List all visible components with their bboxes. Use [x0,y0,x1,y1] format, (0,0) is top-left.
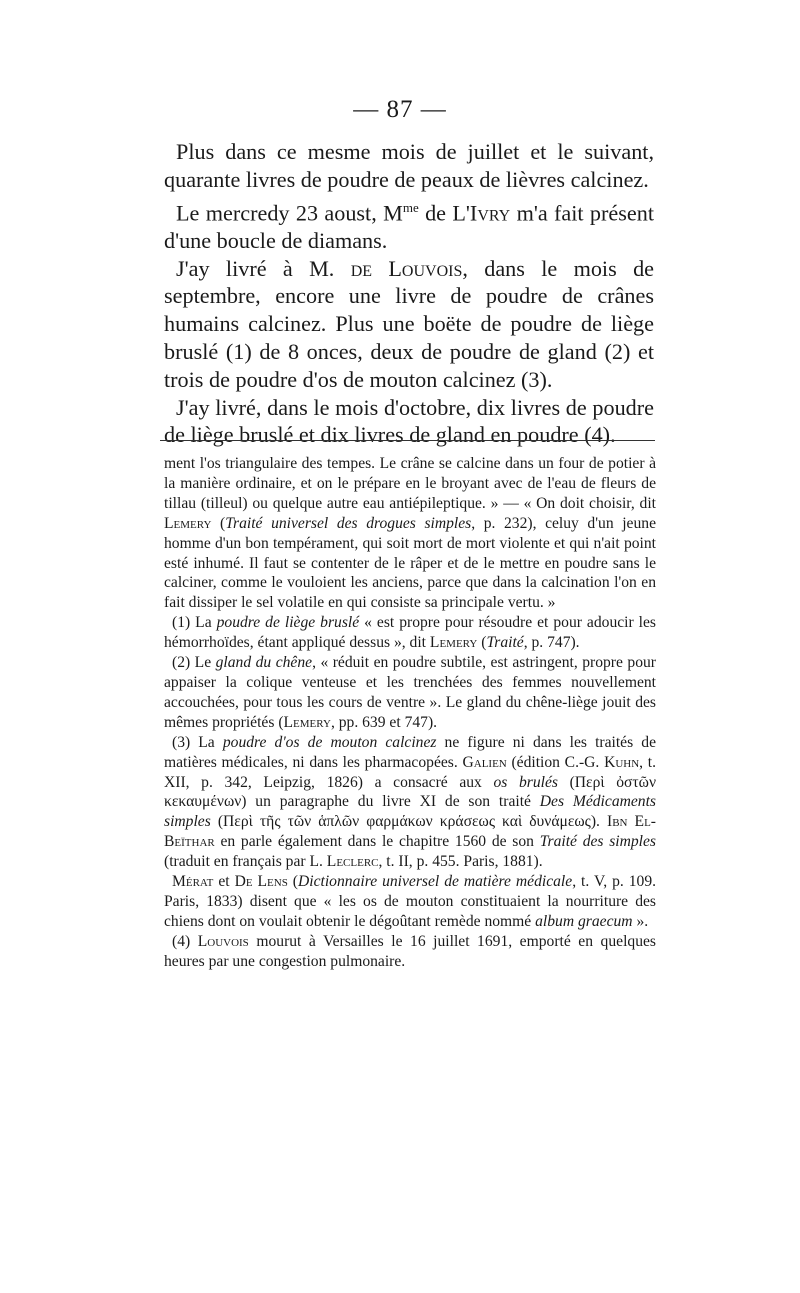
paragraph-2: Le mercredy 23 aoust, $M^{me}$ de L'Ivry m'a fait présent d'une boucle de diamans. [164,199,654,253]
paragraph-3: J'ay livré à M. de Louvois, dans le mois de septembre, encore une livre de poudre de crânes humains calcinez. Plus une boëte de poudre de liège bruslé (1) de 8 onces, deux de poudre de gland (2) et trois de poudre d'os de mouton calcinez (3). [164,255,655,392]
page-number: — 87 — [353,96,447,123]
note-3: (3) La poudre d'os de mouton calcinez ne figure ni dans les traités de matières médicales, ni dans les pharmacopées. Galien (édition C.-G. Kuhn, t. XII, p. 342, Leipzig, 1826) a consacré aux os brulés (Περὶ ὀστῶν κεκαυμένων) un paragraphe du livre XI de son traité Des Médicaments simples (Περὶ τῆς τῶν ἁπλῶν φαρμάκων κράσεως καὶ δυνάμεως). Ibn El-Beïthar en parle également dans le chapitre 1560 de son Traité des simples (traduit en français par L. Leclerc, t. II, p. 455. Paris, 1881). [164,733,657,871]
main-text [164,138,654,449]
note-continuation: ment l'os triangulaire des tempes. Le crâne se calcine dans un four de potier à la manière ordinaire, et on le prépare en le broyant avec de l'eau de fleurs de tillau (tilleul) ou quelque autre eau antiépileptique. » — « On doit choisir, dit Lemery (Traité universel des drogues simples, p. 232), celuy d'un jeune homme d'un bon tempérament, qui soit mort de mort violente et qui n'ait point esté inhumé. Il faut se contenter de le râper et de le mettre en poudre sans le calciner, comme le vouloient les anciens, parce que dans la calcination l'on en fait dissiper le sel volatile en qui consiste sa principale vertu. » [164,455,656,612]
paragraph-1: Plus dans ce mesme mois de juillet et le suivant, quarante livres de poudre de peaux de lièvres calcinez. [164,139,654,192]
note-1: (1) La poudre de liège bruslé « est propre pour résoudre et pour adoucir les hémorrhoïdes, étant appliqué dessus », dit Lemery (Traité, p. 747). [164,614,656,652]
note-2: (2) Le gland du chêne, « réduit en poudre subtile, est astringent, propre pour appaiser la colique venteuse et les trenchées des femmes nouvellement accouchées, pour tous les cours de ventre ». Le gland du chêne-liège jouit des mêmes propriétés (Lemery, pp. 639 et 747). [164,654,656,731]
footnotes [164,454,656,972]
note-3-continued: Mérat et De Lens (Dictionnaire universel de matière médicale, t. V, p. 109. Paris, 1833) disent que « les os de mouton constituaient la nourriture des chiens dont on voulait obtenir le dégoûtant remède nommé album graecum ». [164,873,657,930]
footnote-divider [160,440,655,441]
paragraph-4: J'ay livré, dans le mois d'octobre, dix livres de poudre de liège bruslé et dix livres de gland en poudre (4). [164,394,654,448]
note-4: (4) Louvois mourut à Versailles le 16 juillet 1691, emporté en quelques heures par une congestion pulmonaire. [164,932,656,970]
